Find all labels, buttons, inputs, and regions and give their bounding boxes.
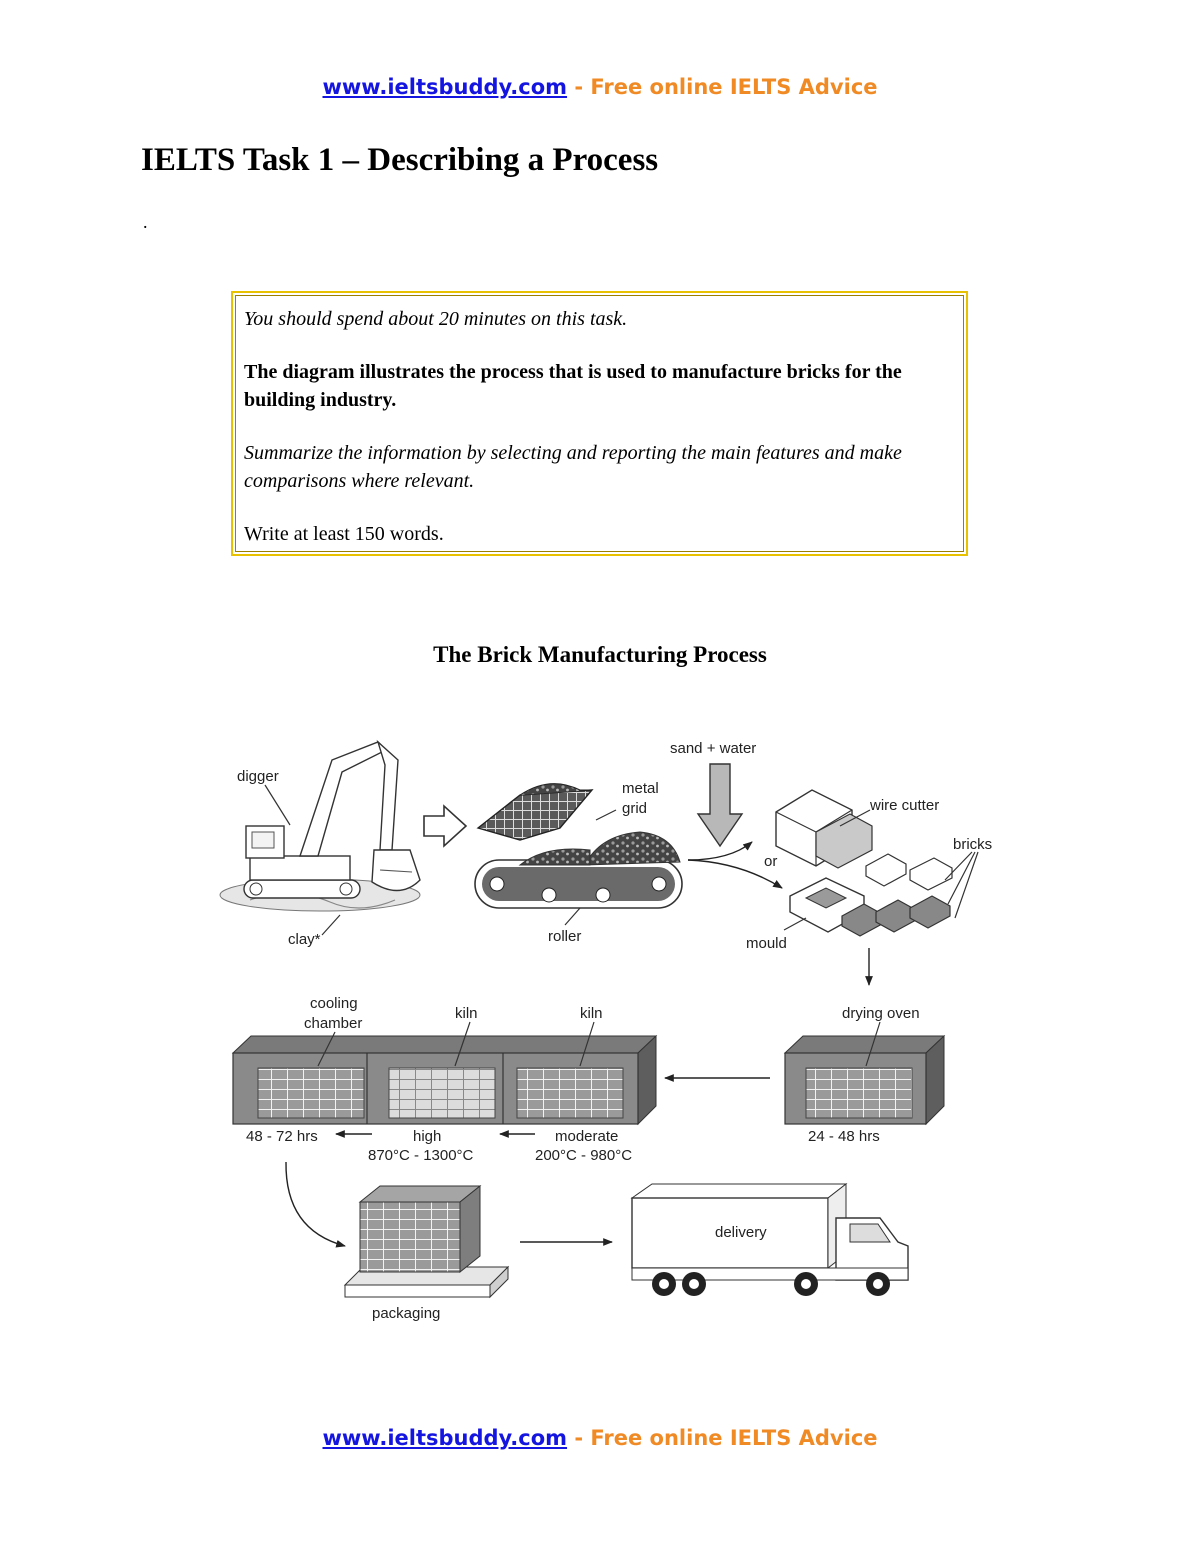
label-metal: metal <box>622 780 659 797</box>
grid-pointer <box>596 810 616 820</box>
label-sand-water: sand + water <box>670 740 757 757</box>
packaging-illustration <box>345 1186 508 1297</box>
label-digger: digger <box>237 768 279 785</box>
drying-oven-illustration <box>785 1036 944 1124</box>
header-tagline: Free online IELTS Advice <box>590 75 878 99</box>
page-footer <box>0 1426 1200 1450</box>
label-moderate: moderate <box>555 1128 619 1145</box>
stray-mark: . <box>143 212 148 232</box>
label-cooling: cooling <box>310 995 358 1012</box>
label-high-temp: 870°C - 1300°C <box>368 1147 474 1164</box>
label-or: or <box>764 853 778 870</box>
clay-pointer <box>322 915 340 935</box>
label-bricks: bricks <box>953 836 993 853</box>
label-clay: clay* <box>288 931 321 948</box>
label-drying-oven: drying oven <box>842 1005 920 1022</box>
task-instruction: Summarize the information by selecting and reporting the main features and make comparisons where relevant. <box>244 442 902 492</box>
label-delivery: delivery <box>715 1224 767 1241</box>
footer-tagline: Free online IELTS Advice <box>590 1426 878 1450</box>
label-hrs-cooling: 48 - 72 hrs <box>246 1128 318 1145</box>
header-site-link[interactable]: www.ieltsbuddy.com <box>322 75 568 99</box>
label-chamber: chamber <box>304 1015 363 1032</box>
digger-pointer <box>265 785 290 825</box>
label-mould: mould <box>746 935 787 952</box>
label-grid: grid <box>622 800 648 817</box>
task-time-note: You should spend about 20 minutes on this task. <box>244 308 628 330</box>
hollow-arrow-icon <box>424 806 466 846</box>
label-high: high <box>413 1128 442 1145</box>
label-moderate-temp: 200°C - 980°C <box>535 1147 633 1164</box>
header-separator: - <box>567 75 591 99</box>
task-word-count: Write at least 150 words. <box>244 523 444 545</box>
diagram-title: The Brick Manufacturing Process <box>433 642 767 667</box>
mould-pointer <box>784 918 806 930</box>
roller-pointer <box>565 908 580 925</box>
label-hrs-drying: 24 - 48 hrs <box>808 1128 880 1145</box>
sand-water-arrow-icon <box>698 764 742 846</box>
document-title: IELTS Task 1 – Describing a Process <box>141 142 659 178</box>
label-wire-cutter: wire cutter <box>870 797 940 814</box>
label-packaging: packaging <box>372 1305 441 1322</box>
footer-site-link[interactable]: www.ieltsbuddy.com <box>322 1426 568 1450</box>
kiln-row-illustration <box>233 1036 656 1124</box>
label-roller: roller <box>548 928 582 945</box>
label-kiln-high: kiln <box>455 1005 478 1022</box>
task-prompt: The diagram illustrates the process that is used to manufacture bricks for the building industry. <box>244 361 902 411</box>
label-kiln-moderate: kiln <box>580 1005 603 1022</box>
footer-separator: - <box>567 1426 591 1450</box>
grid-roller-illustration <box>475 784 682 908</box>
arrow-to-packaging <box>286 1162 345 1246</box>
delivery-truck-illustration <box>632 1184 908 1296</box>
